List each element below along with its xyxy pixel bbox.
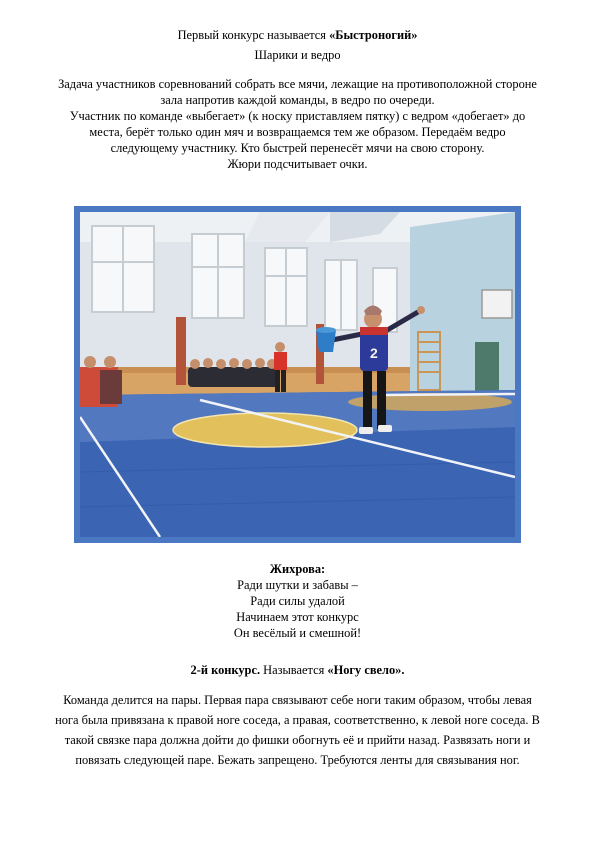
section2-title-mid: Называется [260, 663, 328, 677]
bucket-icon [316, 327, 336, 352]
poem-author: Жихрова: [269, 562, 326, 576]
section2-title-bold: 2-й конкурс. [190, 663, 261, 677]
section1-line-2: зала напротив каждой команды, в ведро по очереди. [160, 93, 435, 107]
shirt-number: 2 [370, 345, 378, 361]
section1-title-prefix: Первый конкурс называется [177, 28, 326, 42]
gym-photo [80, 212, 515, 537]
poem-line-2: Ради силы удалой [250, 594, 345, 608]
poem-line-4: Он весёлый и смешной! [233, 626, 362, 640]
section2-line-4: повязать следующей паре. Бежать запрещено. Требуются ленты для связывания ног. [75, 753, 520, 767]
section1-line-4: места, берёт только один мяч и возвращаемся тем же образом. Передаём ведро [89, 125, 506, 139]
section2-line-2: нога была привязана к правой ноге соседа, а правая, соответственно, к левой ноге соседа. В [55, 713, 540, 727]
section1-line-6: Жюри подсчитывает очки. [227, 157, 368, 171]
poem-line-1: Ради шутки и забавы – [237, 578, 358, 592]
section1-line-1: Задача участников соревнований собрать все мячи, лежащие на противоположной стороне [58, 77, 537, 91]
section1-title-name: «Быстроногий» [329, 28, 418, 42]
section2-title [0, 662, 595, 678]
section1-subtitle: Шарики и ведро [254, 48, 341, 62]
poem-line-3: Начинаем этот конкурс [236, 610, 359, 624]
section2-line-1: Команда делится на пары. Первая пара связывают себе ноги таким образом, чтобы левая [63, 693, 532, 707]
section1-line-3: Участник по команде «выбегает» (к носку приставляем пятку) с ведром «добегает» до [69, 109, 526, 123]
section1-line-5: следующему участнику. Кто быстрей перенесёт мячи на свою сторону. [110, 141, 485, 155]
section2-line-3: такой связке пара должна дойти до фишки обогнуть её и прийти назад. Развязать ноги и [64, 733, 531, 747]
section1-title [0, 27, 595, 43]
window-icon [92, 226, 154, 312]
photo-frame [74, 206, 521, 543]
section2-title-name: «Ногу свело». [327, 663, 405, 677]
